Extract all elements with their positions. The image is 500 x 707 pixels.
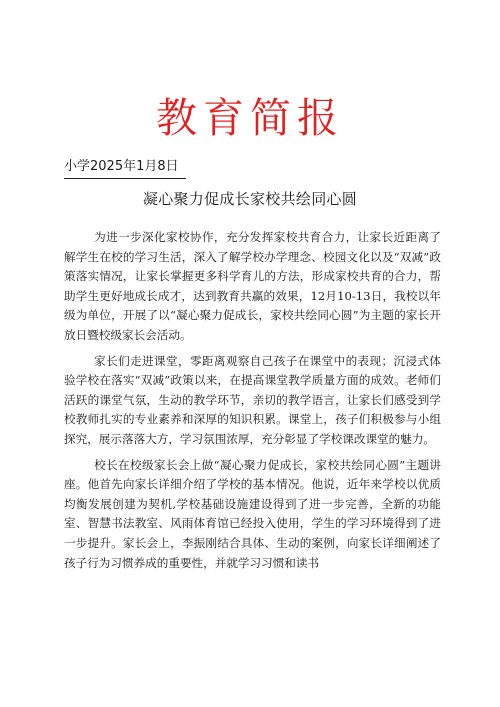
paragraph-1: 为进一步深化家校协作，充分发挥家校共育合力，让家长近距离了解学生在校的学习生活，深入了解学校办学理念、校园文化以及“双减”政策落实情况，让家长掌握更多科学育儿的方法，形成家校共育的合力，帮助学生更好地成长成才，达到教育共赢的效果，12月10-13日，我校以年级为单位，开展了以“凝心聚力促成长，家校共绘同心圆”为主题的家长开放日暨校级家长会活动。 <box>64 230 441 342</box>
masthead-title: 教育简报 <box>156 94 344 142</box>
article-body <box>64 228 441 579</box>
dateline: 小学2025年1月8日 <box>64 159 179 174</box>
paragraph-3: 校长在校级家长会上做“凝心聚力促成长，家校共绘同心圆”主题讲座。他首先向家长详细介绍了学校的基本情况。他说，近年来学校以优质均衡发展创建为契机,学校基础设施建设得到了进一步完善，全新的功能室、智慧书法教室、风雨体育馆已经投入使用，学生的学习环境得到了进一步提升。家长会上，李振刚结合具体、生动的案例，向家长详细阐述了孩子行为习惯养成的重要性，并就学习习惯和读书 <box>64 457 441 570</box>
article-headline: 凝心聚力促成长家校共绘同心圆 <box>142 190 358 208</box>
paragraph-2: 家长们走进课堂，零距离观察自己孩子在课堂中的表现；沉浸式体验学校在落实“双减”政策以来，在提高课堂教学质量方面的成效。老师们活跃的课堂气氛，生动的教学环节，亲切的教学语言，让家长们感受到学校教师扎实的专业素养和深厚的知识积累。课堂上，孩子们积极参与小组探究，展示落落大方，学习氛围浓厚，充分彰显了学校课改课堂的魅力。 <box>64 353 441 446</box>
dateline-rule <box>64 178 186 179</box>
